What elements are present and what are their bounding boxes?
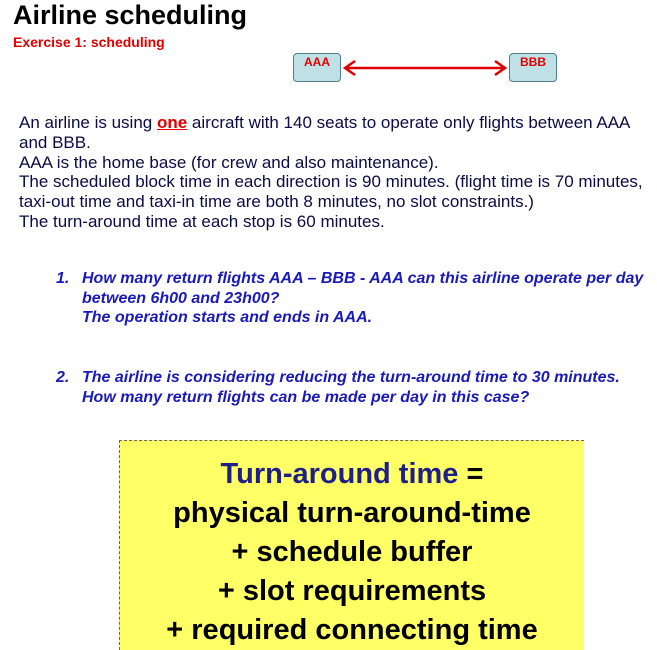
- definition-line: + slot requirements: [217, 575, 487, 607]
- intro-line-1: [19, 113, 649, 153]
- question-1: [56, 269, 656, 328]
- airport-origin-box: AAA: [293, 53, 341, 82]
- definition-term: Turn-around time: [220, 458, 459, 490]
- exercise-description: [19, 113, 649, 232]
- page-title: Airline scheduling: [13, 0, 248, 30]
- intro-line-4: The turn-around time at each stop is 60 minutes.: [19, 211, 385, 231]
- question-number: 1.: [56, 270, 70, 287]
- exercise-subtitle: Exercise 1: scheduling: [13, 34, 165, 50]
- definition-line: + schedule buffer: [231, 536, 473, 568]
- airport-destination-box: BBB: [509, 53, 557, 82]
- question-text: The airline is considering reducing the turn-around time to 30 minutes.: [82, 369, 620, 386]
- definition-line: + required connecting time: [166, 614, 538, 646]
- route-arrow-icon: [341, 56, 509, 80]
- question-text: How many return flights AAA – BBB - AAA can this airline operate per day between 6h00 and 23h00?: [82, 270, 644, 307]
- intro-line-1-end: aircraft with 140 seats to operate only flights between AAA and BBB.: [19, 113, 630, 152]
- definition-line: physical turn-around-time: [173, 497, 531, 529]
- question-text: How many return flights can be made per day in this case?: [82, 388, 530, 406]
- question-text: The operation starts and ends in AAA.: [82, 309, 373, 326]
- intro-line-1-start: An airline is using: [19, 113, 157, 132]
- highlight-one: one: [156, 113, 188, 132]
- definition-heading: [120, 455, 584, 494]
- definition-equals: =: [458, 458, 484, 490]
- question-number: 2.: [56, 369, 70, 386]
- intro-line-3: The scheduled block time in each direction is 90 minutes. (flight time is 70 minutes, taxi-out time and taxi-in time are both 8 minutes, no slot constraints.): [19, 172, 643, 212]
- intro-line-2: AAA is the home base (for crew and also maintenance).: [19, 152, 439, 172]
- question-2: [56, 368, 656, 407]
- turnaround-definition-box: [119, 440, 584, 650]
